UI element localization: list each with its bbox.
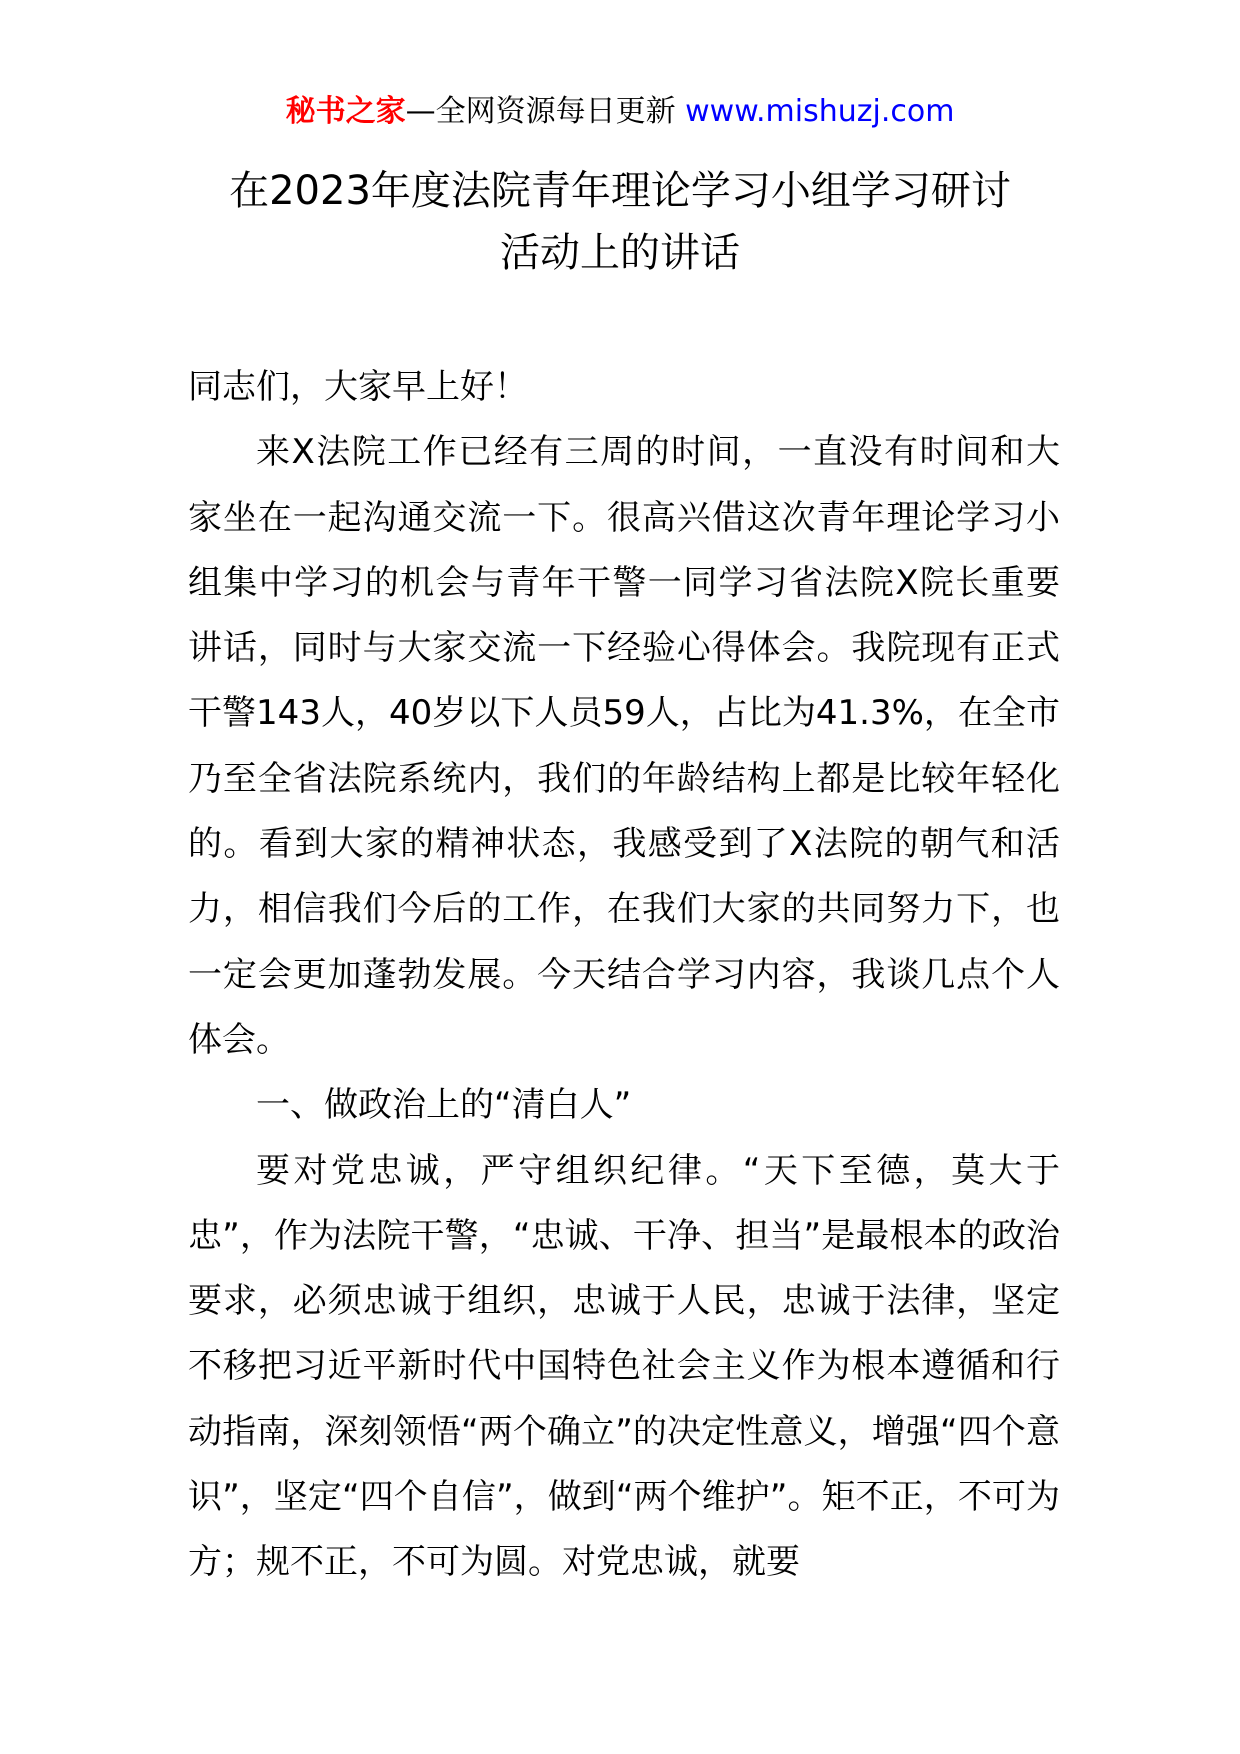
site-watermark-header	[0, 92, 1240, 132]
document-title-line-2: 活动上的讲话	[500, 230, 740, 276]
brand-name: 秘书之家	[285, 94, 406, 129]
site-url: www.mishuzj.com	[685, 94, 955, 129]
document-body	[188, 355, 1060, 1596]
greeting-paragraph: 同志们，大家早上好！	[188, 367, 528, 407]
section-heading: 一、做政治上的“清白人”	[256, 1085, 632, 1126]
body-paragraph: 要对党忠诚，严守组织纪律。“天下至德，莫大于忠”，作为法院干警，“忠诚、干净、担当”是最根本的政治要求，必须忠诚于组织，忠诚于人民，忠诚于法律，坚定不移把习近平新时代中国特色社会主义作为根本遵循和行动指南，深刻领悟“两个确立”的决定性意义，增强“四个意识”，坚定“四个自信”，做到“两个维护”。矩不正，不可为方；规不正，不可为圆。对党忠诚，就要	[188, 1150, 1060, 1583]
body-paragraph: 来X法院工作已经有三周的时间，一直没有时间和大家坐在一起沟通交流一下。很高兴借这次青年理论学习小组集中学习的机会与青年干警一同学习省法院X院长重要讲话，同时与大家交流一下经验心得体会。我院现有正式干警143人，40岁以下人员59人，占比为41.3%，在全市乃至全省法院系统内，我们的年龄结构上都是比较年轻化的。看到大家的精神状态，我感受到了X法院的朝气和活力，相信我们今后的工作，在我们大家的共同努力下，也一定会更加蓬勃发展。今天结合学习内容，我谈几点个人体会。	[188, 432, 1060, 1060]
document-title-line-1: 在2023年度法院青年理论学习小组学习研讨	[229, 168, 1011, 214]
brand-tagline: —全网资源每日更新	[405, 94, 676, 129]
document-title	[150, 160, 1090, 284]
